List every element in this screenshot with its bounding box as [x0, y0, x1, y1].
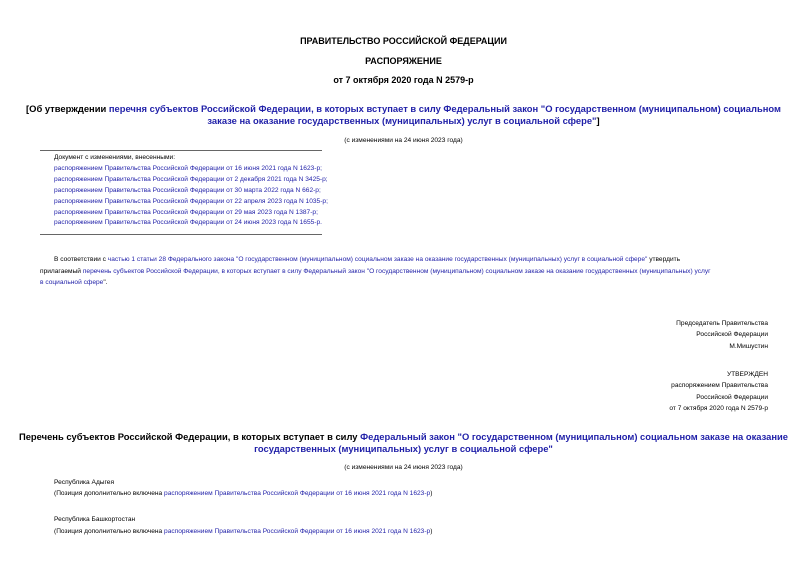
approved-date: от 7 октября 2020 года N 2579-р [669, 404, 768, 412]
title-link[interactable]: перечня субъектов Российской Федерации, в которых вступает в силу Федеральный закон "О государственном (муниципальном) социальном [108, 103, 781, 114]
approved-by: распоряжением Правительства [671, 382, 768, 390]
note-text: ) [430, 527, 433, 535]
list-title-line-2 [0, 443, 807, 455]
signature-block [676, 318, 768, 352]
law-article-link[interactable]: частью 1 статьи 28 Федерального закона "О государственном (муниципальном) социальном заказе на оказание государственных (муниципальных) услуг в социальной сфере" [107, 256, 648, 263]
federal-law-link-cont[interactable]: государственных (муниципальных) услуг в социальной сфере" [254, 443, 553, 454]
change-link[interactable]: распоряжением Правительства Российской Федерации от 16 июня 2021 года N 1623-р; [54, 164, 322, 172]
document-title [0, 103, 807, 127]
approved-block [669, 369, 768, 414]
paragraph-line-2 [40, 266, 768, 278]
change-link[interactable]: распоряжением Правительства Российской Федерации от 30 марта 2022 года N 662-р; [54, 186, 321, 194]
paragraph-line-1 [40, 254, 768, 266]
note-text: (Позиция дополнительно включена [54, 489, 165, 497]
note-text: (Позиция дополнительно включена [54, 527, 165, 535]
list-amended-note: (с изменениями на 24 июня 2023 года) [344, 464, 463, 471]
main-paragraph [40, 254, 768, 289]
title-line-2 [0, 115, 807, 127]
change-link[interactable]: распоряжением Правительства Российской Федерации от 29 мая 2023 года N 1387-р; [54, 208, 318, 216]
list-link[interactable]: перечень субъектов Российской Федерации, в которых вступает в силу Федеральный закон "О государственном (муниципальном) социальном заказе на оказание государственных (муниципальных) услуг [82, 267, 711, 275]
title-suffix: ] [596, 115, 600, 126]
signature-country: Российской Федерации [696, 331, 768, 339]
approved-country: Российской Федерации [696, 393, 768, 401]
region-note [54, 526, 432, 538]
changes-intro: Документ с изменениями, внесенными: [54, 154, 176, 161]
document-type: РАСПОРЯЖЕНИЕ [365, 56, 442, 66]
list-link-cont[interactable]: в социальной сфере [40, 279, 104, 286]
change-link[interactable]: распоряжением Правительства Российской Федерации от 2 декабря 2021 года N 3425-р; [54, 175, 328, 183]
list-title-line-1 [0, 431, 807, 443]
document-date-number: от 7 октября 2020 года N 2579-р [333, 75, 474, 85]
region-note [54, 489, 432, 500]
federal-law-link[interactable]: Федеральный закон "О государственном (муниципальном) социальном заказе на оказание [360, 431, 789, 442]
change-link[interactable]: распоряжением Правительства Российской Федерации от 24 июня 2023 года N 1655-р. [54, 219, 322, 227]
list-title-text: Перечень субъектов Российской Федерации, в которых вступает в силу [18, 431, 361, 442]
approved-label: УТВЕРЖДЕН [726, 371, 768, 378]
changes-top-rule [40, 150, 322, 151]
title-amended-note: (с изменениями на 24 июня 2023 года) [344, 137, 463, 144]
change-link[interactable]: распоряжением Правительства Российской Федерации от 22 апреля 2023 года N 1035-р; [54, 197, 328, 205]
title-line-1 [0, 103, 807, 115]
changes-bottom-rule [40, 234, 322, 235]
paragraph-line-3 [40, 277, 768, 289]
list-title [0, 431, 807, 455]
signature-position: Председатель Правительства [676, 320, 768, 327]
paragraph-text: В соответствии с [54, 256, 108, 263]
region-name: Республика Башкортостан [54, 516, 136, 523]
note-link[interactable]: распоряжением Правительства Российской Федерации от 16 июня 2021 года N 1623-р [164, 489, 431, 497]
paragraph-text: ". [103, 279, 108, 286]
region-name: Республика Адыгея [54, 479, 115, 486]
government-heading: ПРАВИТЕЛЬСТВО РОССИЙСКОЙ ФЕДЕРАЦИИ [300, 36, 507, 46]
title-link-cont[interactable]: заказе на оказание государственных (муниципальных) услуг в социальной сфере" [207, 115, 597, 126]
signature-name: М.Мишустин [729, 342, 768, 350]
note-link[interactable]: распоряжением Правительства Российской Федерации от 16 июня 2021 года N 1623-р [164, 527, 431, 535]
changes-list [54, 153, 328, 229]
paragraph-text: прилагаемый [40, 267, 83, 275]
list-item [54, 514, 432, 537]
title-prefix: [Об утверждении [26, 103, 109, 114]
list-item [54, 478, 432, 499]
paragraph-text: утвердить [647, 256, 681, 263]
note-text: ) [430, 489, 433, 497]
